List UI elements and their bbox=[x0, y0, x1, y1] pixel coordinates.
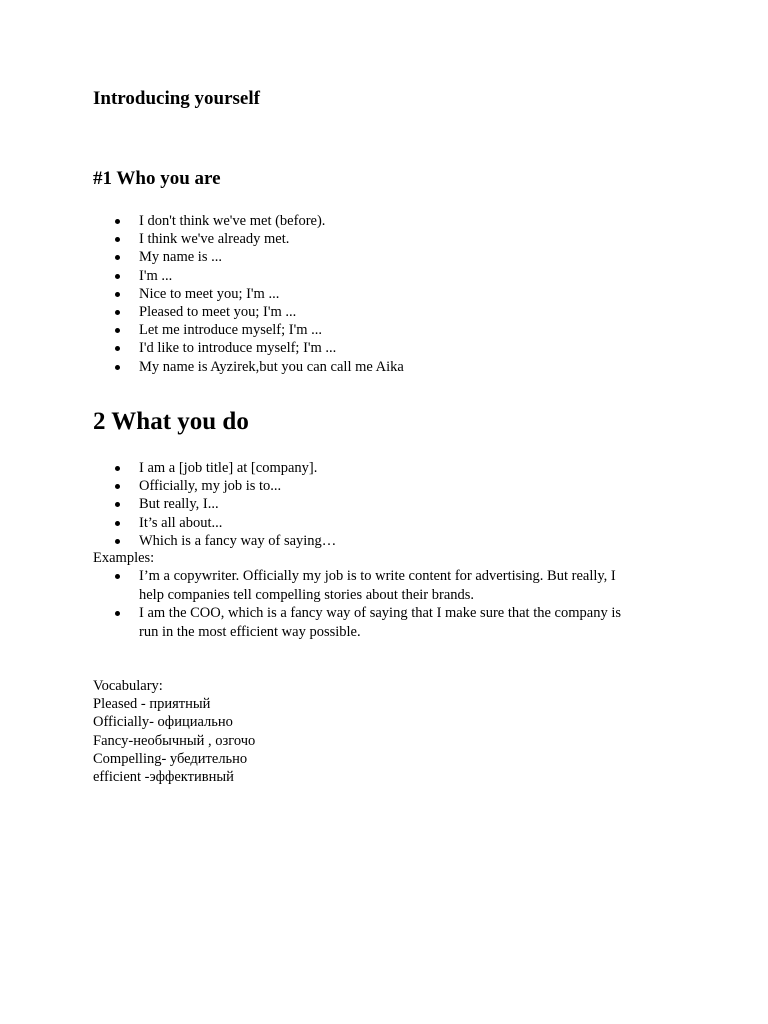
list-item: I'm ... bbox=[0, 267, 639, 285]
section-heading-what-you-do: 2 What you do bbox=[93, 408, 249, 435]
examples-list bbox=[0, 567, 639, 641]
page-title: Introducing yourself bbox=[93, 88, 260, 109]
who-you-are-list bbox=[0, 212, 639, 376]
list-item: My name is Ayzirek,but you can call me Aika bbox=[0, 358, 639, 376]
list-item: I'd like to introduce myself; I'm ... bbox=[0, 339, 639, 357]
list-item: My name is ... bbox=[0, 248, 639, 266]
vocabulary-block bbox=[93, 677, 255, 786]
section-heading-who-you-are: #1 Who you are bbox=[93, 168, 221, 189]
list-item: Nice to meet you; I'm ... bbox=[0, 285, 639, 303]
list-item: But really, I... bbox=[0, 495, 639, 513]
example-item: I’m a copywriter. Officially my job is to write content for advertising. But really, I help companies tell compelling stories about their brands. bbox=[0, 567, 639, 604]
example-item: I am the COO, which is a fancy way of saying that I make sure that the company is run in the most efficient way possible. bbox=[0, 604, 639, 641]
list-item: Let me introduce myself; I'm ... bbox=[0, 321, 639, 339]
vocabulary-entry: Officially- официально bbox=[93, 714, 233, 731]
list-item: I don't think we've met (before). bbox=[0, 212, 639, 230]
vocabulary-label: Vocabulary: bbox=[93, 678, 163, 694]
vocabulary-entry: Compelling- убедительно bbox=[93, 750, 248, 767]
list-item: Pleased to meet you; I'm ... bbox=[0, 303, 639, 321]
list-item: Which is a fancy way of saying… bbox=[0, 532, 639, 550]
list-item: I am a [job title] at [company]. bbox=[0, 459, 639, 477]
list-item: Officially, my job is to... bbox=[0, 477, 639, 495]
what-you-do-list bbox=[0, 459, 639, 550]
vocabulary-entry: efficient -эффективный bbox=[93, 769, 234, 786]
list-item: I think we've already met. bbox=[0, 230, 639, 248]
examples-label: Examples: bbox=[93, 550, 155, 566]
list-item: It’s all about... bbox=[0, 514, 639, 532]
vocabulary-entry: Pleased - приятный bbox=[93, 696, 211, 713]
vocabulary-entry: Fancy-необычный , озгочо bbox=[93, 732, 256, 749]
